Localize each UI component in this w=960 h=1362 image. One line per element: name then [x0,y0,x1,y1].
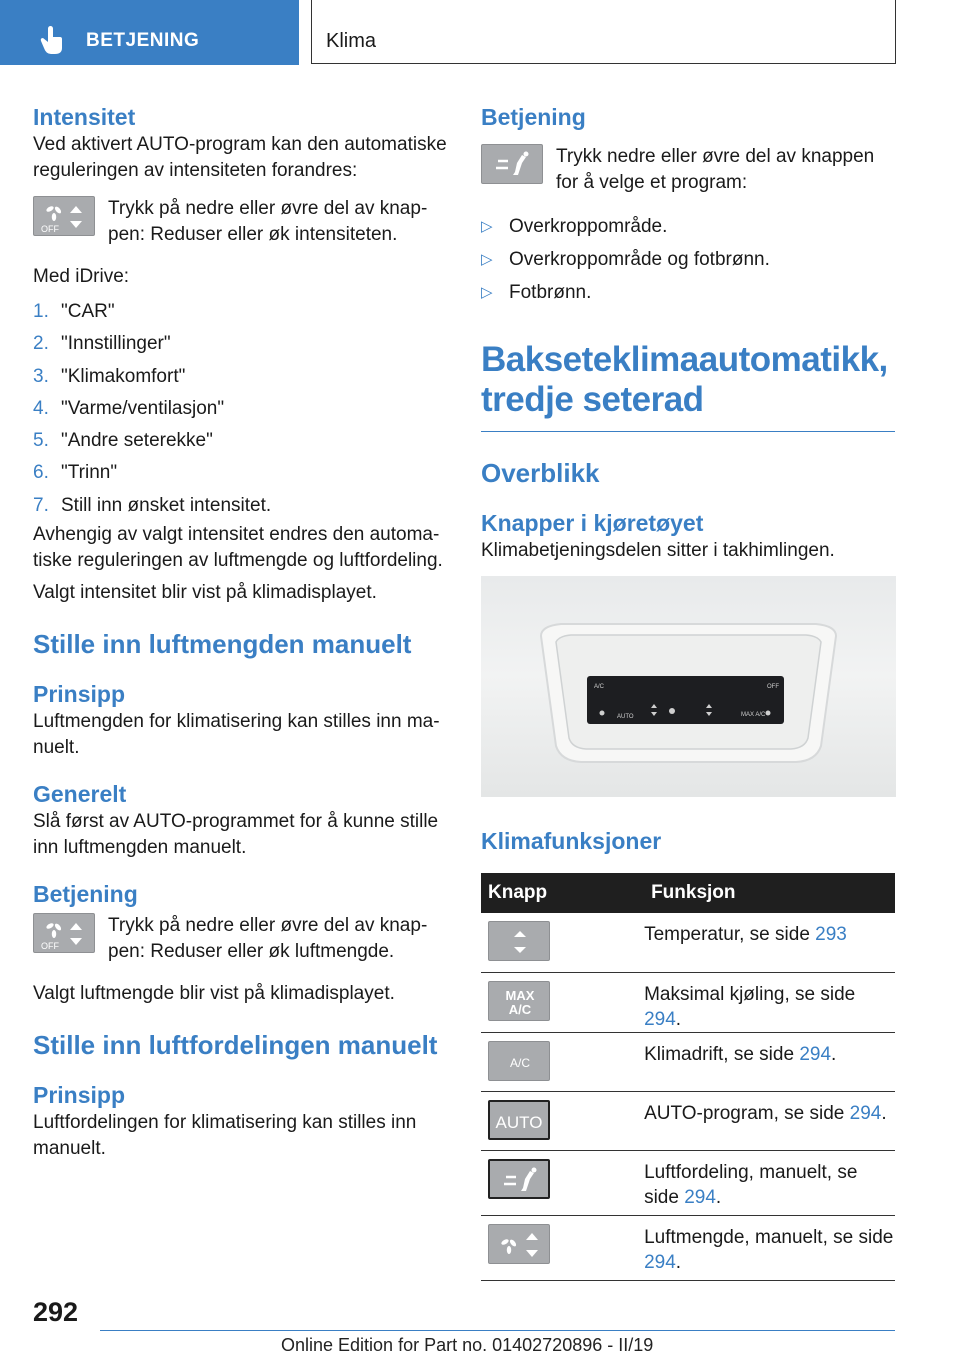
list-item [33,393,448,425]
function-text: Luftmengde, manuelt, se side 294. [644,1215,895,1280]
list-item [481,210,895,243]
step-text: "CAR" [61,301,115,322]
page-link[interactable]: 294 [684,1186,716,1208]
list-item [33,425,448,457]
luftmengde-after: Valgt luftmengde blir vist på klimadisplayet. [33,983,395,1005]
step-text: "Klimakomfort" [61,365,186,387]
betjening-button-row [481,144,895,196]
ac-icon [488,1041,550,1081]
list-item [33,490,448,522]
list-item [481,276,895,309]
intensitet-after-1: Avhengig av valgt intensitet endres den automatiske reguleringen av luftmengde og luftfordeling. [33,524,443,572]
intensitet-button-text: Trykk på nedre eller øvre del av knappen: Reduser eller øk intensiteten. [108,198,428,245]
klimafunksjoner-heading: Klimafunksjoner [481,828,662,854]
list-item [33,361,448,393]
chapter-title-line-2: tredje seterad [481,380,704,419]
function-text: Klimadrift, se side 294. [644,1032,895,1091]
chapter-title-line-1: Bakseteklimaautomatikk, [481,340,888,379]
chapter-title [481,340,895,420]
step-number: 1. [33,301,49,322]
intensitet-text: Ved aktivert AUTO-program kan den automatiske reguleringen av intensiteten forandres: [33,134,447,181]
function-text: Temperatur, se side 293 [644,913,895,972]
step-number: 6. [33,462,49,484]
auto-icon [488,1100,550,1140]
triangle-bullet-icon: ▷ [481,251,493,268]
list-item [33,457,448,489]
step-number: 2. [33,333,49,355]
off-text: OFF [41,941,59,952]
table-row [481,972,895,1032]
function-text: Luftfordeling, manuelt, se side 294. [644,1150,895,1215]
luftfordeling-prinsipp-heading: Prinsipp [33,1082,126,1109]
photo-off-label: OFF [767,684,779,690]
luftmengde-generelt-heading: Generelt [33,781,127,808]
list-item-text: Overkroppområde. [509,216,668,237]
luftmengde-prinsipp-text: Luftmengden for klimatisering kan stilles inn manuelt. [33,711,440,759]
page-number: 292 [33,1297,79,1327]
photo-max-label: MAX A/C [741,712,766,718]
table-row [481,913,895,972]
air-distribution-icon [488,1159,550,1199]
betjening-heading: Betjening [481,104,586,130]
photo-auto-label: AUTO [617,714,634,720]
ac-icon-text: A/C [508,1001,532,1017]
page-link[interactable]: 294 [644,1251,676,1273]
list-item [33,328,448,360]
section-tab [0,0,299,65]
step-text: "Andre seterekke" [61,430,213,452]
step-number: 7. [33,494,49,516]
list-item [481,243,895,276]
temperature-up-down-icon [488,921,550,961]
page-link[interactable]: 294 [644,1008,676,1030]
luftmengde-button-row [33,913,448,965]
step-number: 5. [33,430,49,452]
chapter-rule [481,431,895,432]
betjening-button-text: Trykk nedre eller øvre del av knappen for å velge et program: [556,146,875,193]
overblikk-heading: Overblikk [481,458,600,488]
function-text: AUTO-program, se side 294. [644,1091,895,1150]
function-text: Maksimal kjøling, se side 294. [644,972,895,1032]
table-row [481,1091,895,1150]
climate-panel-photo [481,576,896,797]
col-knapp: Knapp [481,873,644,913]
hand-pointer-icon [40,26,64,54]
step-number: 4. [33,397,49,419]
list-item-text: Fotbrønn. [509,282,592,303]
luftmengde-button-text: Trykk på nedre eller øvre del av knappen: Reduser eller øk luftmengde. [108,915,428,963]
page-link[interactable]: 294 [799,1043,832,1065]
off-text: OFF [41,224,59,234]
max-icon-text: MAX [505,987,535,1003]
auto-icon-text: AUTO [495,1112,543,1132]
idrive-steps [33,296,448,522]
table-row [481,1150,895,1215]
knapper-heading: Knapper i kjøretøyet [481,510,704,536]
step-text: "Varme/ventilasjon" [61,397,225,419]
chapter-tab [311,0,896,64]
photo-ac-label: A/C [594,684,605,690]
intensitet-after-2: Valgt intensitet blir vist på klimadisplayet. [33,582,377,604]
step-text: Still inn ønsket intensitet. [61,494,272,516]
list-item-text: Overkroppområde og fotbrønn. [509,249,770,270]
table-row [481,1215,895,1280]
chapter-label: Klima [326,30,377,52]
page-link[interactable]: 294 [849,1102,882,1124]
idrive-label: Med iDrive: [33,266,130,287]
section-label: BETJENING [86,30,200,51]
luftfordeling-prinsipp-text: Luftfordelingen for klimatisering kan stilles inn manuelt. [33,1112,417,1160]
fan-off-button-icon [33,196,95,236]
ac-icon-text: A/C [509,1055,531,1070]
triangle-bullet-icon: ▷ [481,284,493,301]
list-item [33,296,448,328]
footer-rule [100,1330,895,1331]
fan-up-down-icon [488,1224,550,1264]
program-list [481,210,895,309]
triangle-bullet-icon: ▷ [481,218,493,235]
luftmengde-heading: Stille inn luftmengden manuelt [33,629,412,660]
col-funksjon: Funksjon [644,873,895,913]
luftmengde-betjening-heading: Betjening [33,881,138,908]
luftmengde-prinsipp-heading: Prinsipp [33,681,126,708]
intensitet-button-row [33,196,448,248]
fan-off-button-icon [33,913,95,953]
max-ac-icon [488,981,550,1021]
left-column [33,102,448,1162]
right-column [481,102,895,1281]
step-number: 3. [33,365,49,387]
luftmengde-generelt-text: Slå først av AUTO-programmet for å kunne stille inn luftmengden manuelt. [33,811,439,859]
step-text: "Innstillinger" [61,333,171,355]
climate-functions-table [481,873,895,1281]
intensitet-heading: Intensitet [33,104,136,130]
air-distribution-button-icon [481,144,543,184]
edition-text: Online Edition for Part no. 01402720896 - II/19 [281,1335,654,1355]
luftfordeling-heading: Stille inn luftfordelingen manuelt [33,1030,438,1061]
table-row [481,1032,895,1091]
knapper-text: Klimabetjeningsdelen sitter i takhimlingen. [481,540,835,561]
step-text: "Trinn" [61,462,118,484]
page-link[interactable]: 293 [815,924,847,945]
